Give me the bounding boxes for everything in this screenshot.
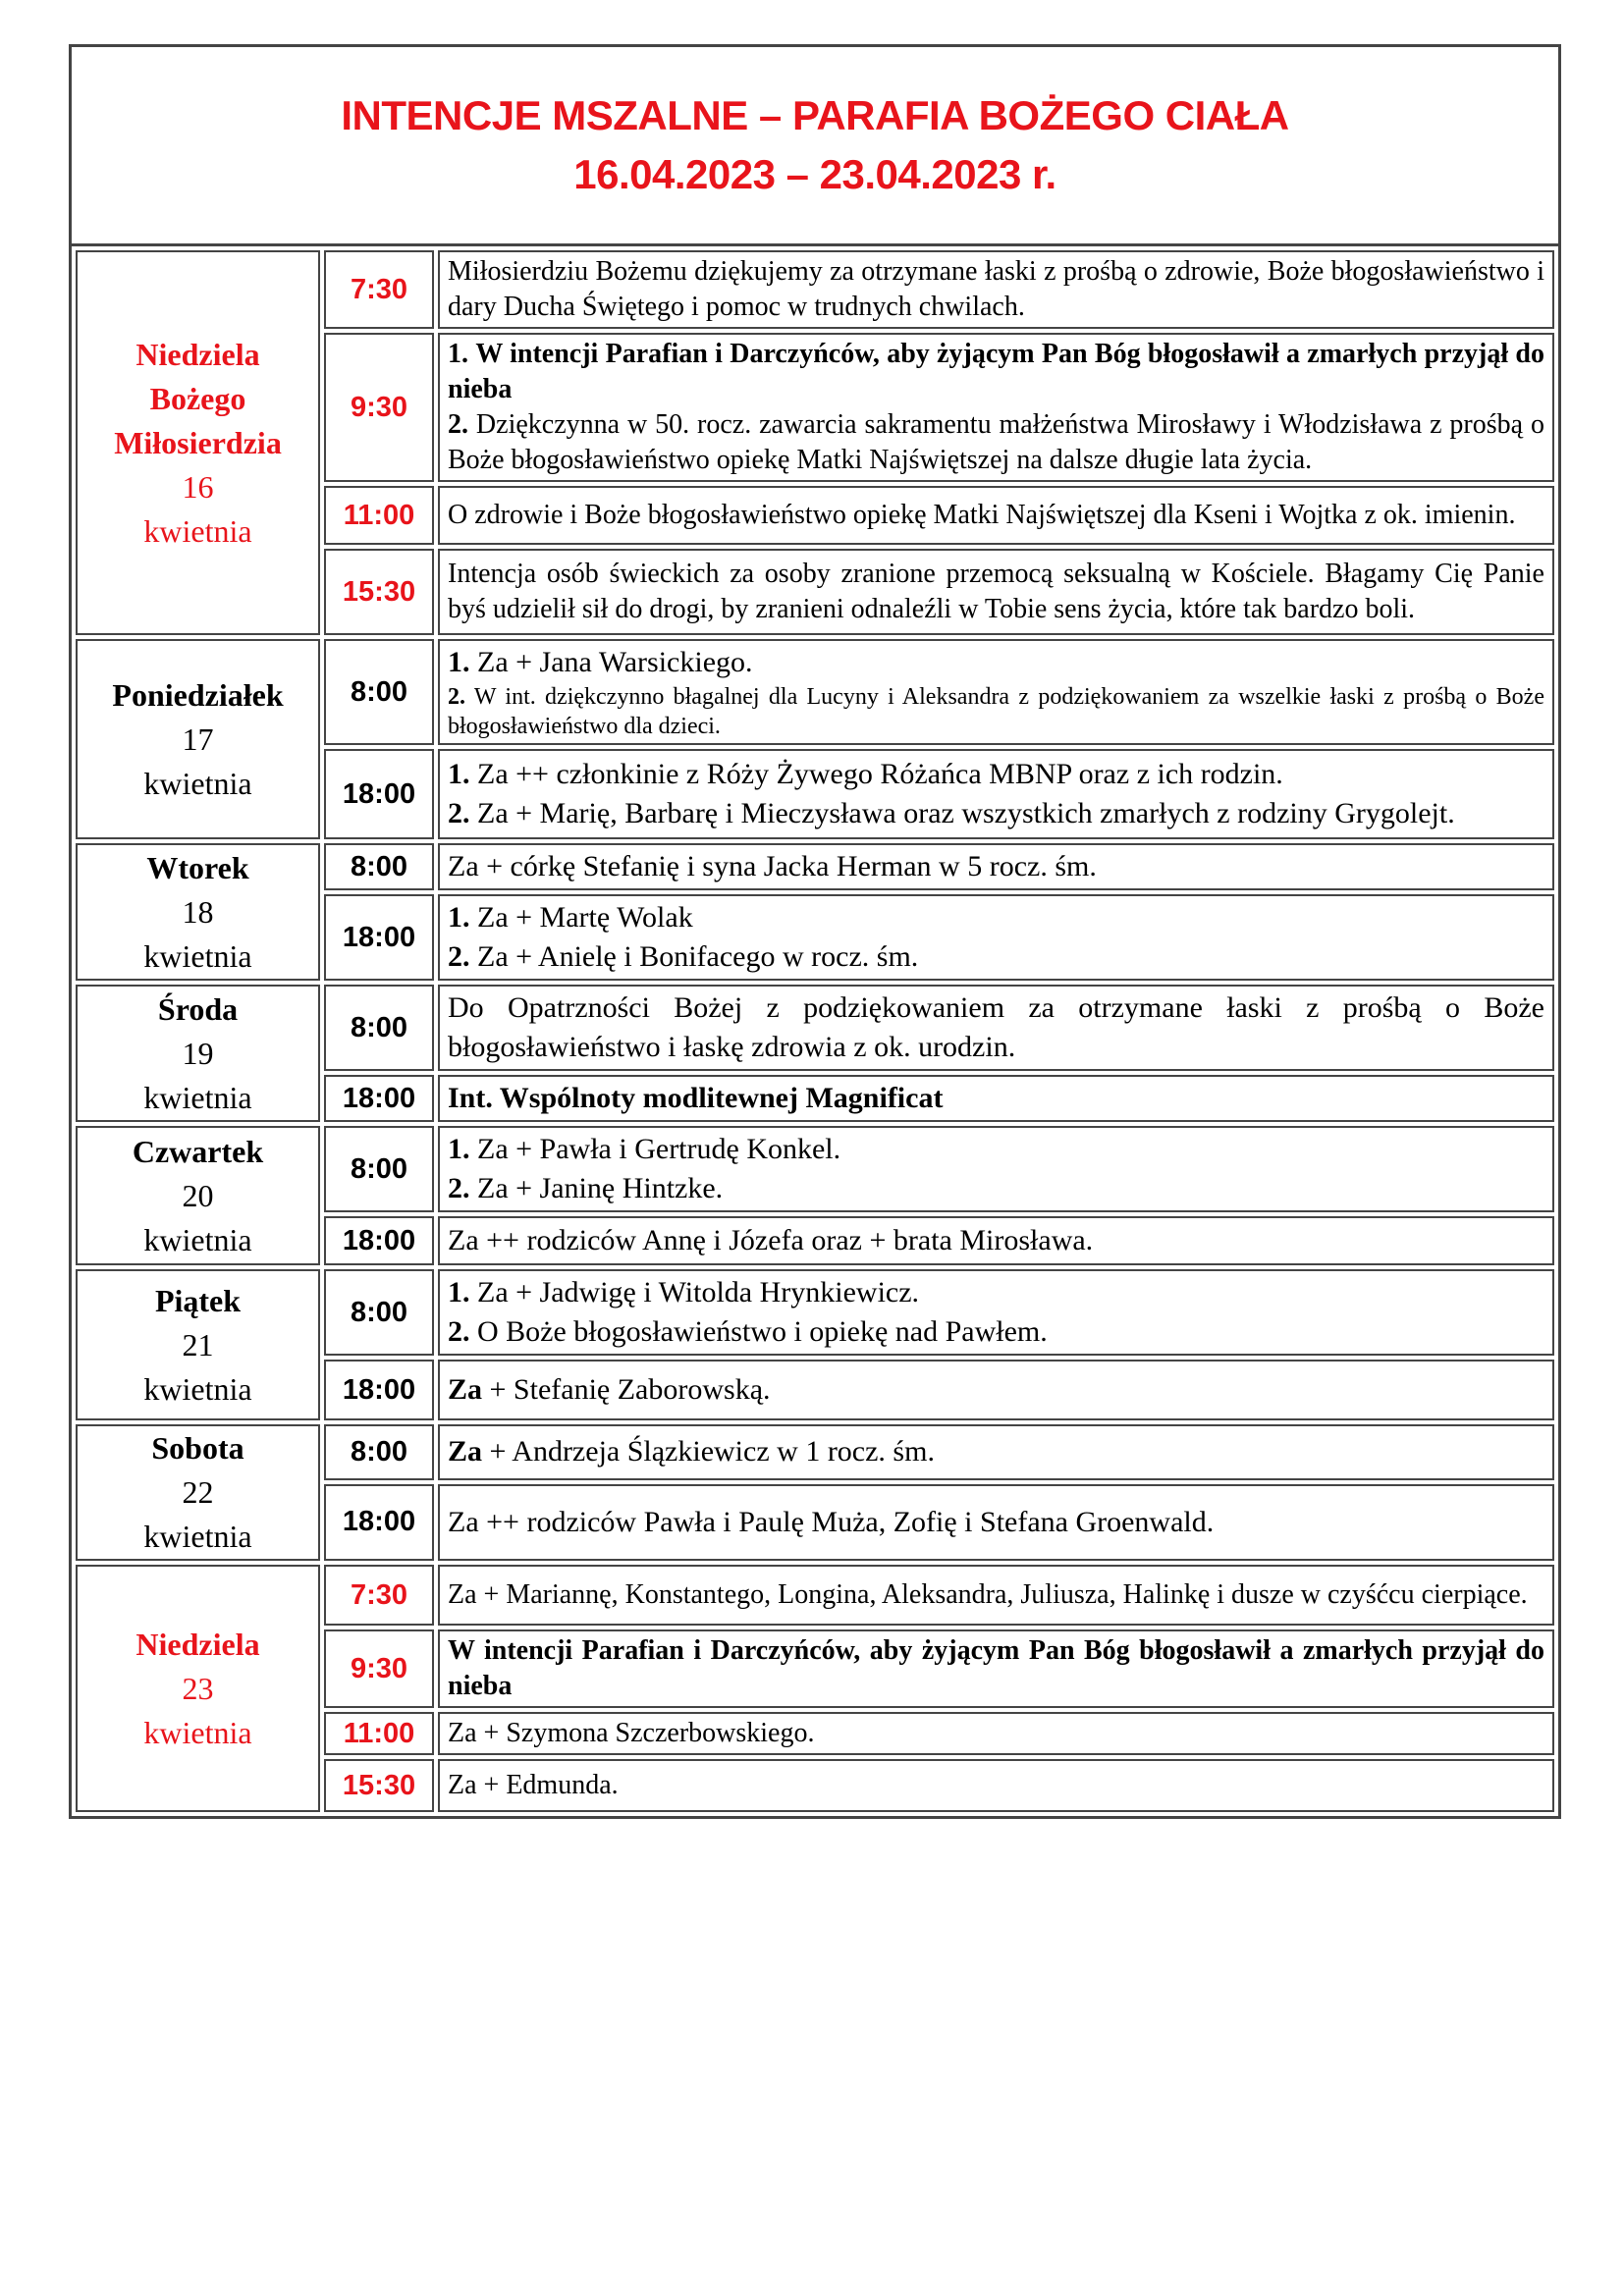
intention bbox=[448, 988, 1544, 1067]
intention-text: Za + Edmunda. bbox=[448, 1770, 619, 1800]
day-name: Czwartek bbox=[132, 1133, 264, 1169]
mass-time: 18:00 bbox=[324, 1075, 434, 1122]
day-month: kwietnia bbox=[143, 765, 252, 801]
intention bbox=[448, 847, 1544, 886]
mass-intentions bbox=[438, 1565, 1554, 1626]
intention-number: 2. bbox=[448, 1172, 470, 1204]
mass-time: 11:00 bbox=[324, 486, 434, 545]
intention-text: Za ++ rodziców Pawła i Paulę Muża, Zofię i Stefana Groenwald. bbox=[448, 1505, 1215, 1538]
intention bbox=[448, 1633, 1544, 1704]
mass-intentions bbox=[438, 1759, 1554, 1812]
intention bbox=[448, 407, 1544, 478]
mass-intentions bbox=[438, 1075, 1554, 1122]
intention-text: Za ++ rodziców Annę i Józefa oraz + brata Mirosława. bbox=[448, 1224, 1094, 1256]
day-month: kwietnia bbox=[143, 937, 252, 974]
day-name: Środa bbox=[157, 990, 239, 1027]
intention-text: Za ++ członkinie z Róży Żywego Różańca MBNP oraz z ich rodzin. bbox=[477, 758, 1283, 790]
intention-text: + Andrzeja Ślązkiewicz w 1 rocz. śm. bbox=[489, 1435, 935, 1468]
date-range: 16.04.2023 – 23.04.2023 r. bbox=[573, 151, 1056, 197]
intention-text: Za + Jadwigę i Witolda Hrynkiewicz. bbox=[477, 1276, 920, 1308]
mass-time: 8:00 bbox=[324, 985, 434, 1071]
mass-intentions bbox=[438, 985, 1554, 1071]
intention bbox=[448, 557, 1544, 627]
mass-time: 11:00 bbox=[324, 1712, 434, 1755]
intention bbox=[448, 794, 1544, 833]
header bbox=[72, 47, 1558, 246]
day-number: 16 bbox=[182, 468, 214, 505]
intention-text: W intencji Parafian i Darczyńców, aby żyjącym Pan Bóg błogosławił a zmarłych przyjął do nieba bbox=[448, 339, 1544, 404]
intention bbox=[448, 1432, 1544, 1471]
intention-text: W int. dziękczynno błagalnej dla Lucyny i Aleksandra z podziękowaniem za wszelkie łaski z prośbą o Boże błogosławieństwo dla dzieci. bbox=[448, 684, 1544, 739]
day-cell bbox=[76, 985, 320, 1122]
day-cell bbox=[76, 639, 320, 839]
intention bbox=[448, 755, 1544, 794]
intention-number: 2. bbox=[448, 1315, 470, 1348]
intention bbox=[448, 254, 1544, 325]
day-number: 17 bbox=[182, 721, 214, 757]
day-month: kwietnia bbox=[143, 1221, 252, 1257]
day-number: 20 bbox=[182, 1177, 214, 1213]
day-cell bbox=[76, 1269, 320, 1420]
day-month: kwietnia bbox=[143, 1714, 252, 1750]
mass-time: 18:00 bbox=[324, 894, 434, 981]
mass-intentions bbox=[438, 1269, 1554, 1356]
intention-number: 1. bbox=[448, 901, 470, 934]
mass-time: 8:00 bbox=[324, 843, 434, 890]
intention bbox=[448, 1370, 1544, 1410]
day-name: Poniedziałek bbox=[112, 676, 284, 713]
mass-time: 8:00 bbox=[324, 639, 434, 745]
intention-text: O zdrowie i Boże błogosławieństwo opiekę Matki Najświętszej dla Kseni i Wojtka z ok. imienin. bbox=[448, 500, 1516, 530]
mass-intentions bbox=[438, 1126, 1554, 1212]
intention bbox=[448, 898, 1544, 937]
mass-row bbox=[76, 1126, 1554, 1212]
mass-intentions bbox=[438, 1484, 1554, 1561]
intention-text: Do Opatrzności Bożej z podziękowaniem za otrzymane łaski z prośbą o Boże błogosławieństwo i łaskę zdrowia z ok. urodzin. bbox=[448, 991, 1544, 1063]
intention bbox=[448, 1221, 1544, 1260]
day-cell bbox=[76, 250, 320, 635]
day-month: kwietnia bbox=[143, 1370, 252, 1407]
intention bbox=[448, 1130, 1544, 1169]
intention bbox=[448, 1577, 1544, 1613]
day-month: kwietnia bbox=[143, 1519, 252, 1554]
day-name: Sobota bbox=[151, 1430, 244, 1466]
intention bbox=[448, 682, 1544, 741]
intention-text: Miłosierdziu Bożemu dziękujemy za otrzymane łaski z prośbą o zdrowie, Boże błogosławieństwo i dary Ducha Świętego i pomoc w trudnych chwilach. bbox=[448, 256, 1544, 322]
intention bbox=[448, 1273, 1544, 1312]
intention bbox=[448, 498, 1544, 533]
mass-time: 18:00 bbox=[324, 1360, 434, 1420]
mass-row bbox=[76, 1269, 1554, 1356]
mass-time: 15:30 bbox=[324, 1759, 434, 1812]
intention-text: + Stefanię Zaborowską. bbox=[489, 1373, 771, 1406]
day-month: kwietnia bbox=[143, 512, 252, 549]
page-title: INTENCJE MSZALNE – PARAFIA BOŻEGO CIAŁA bbox=[341, 92, 1289, 138]
day-cell bbox=[76, 1424, 320, 1561]
mass-intentions bbox=[438, 549, 1554, 635]
intention-text: Dziękczynna w 50. rocz. zawarcia sakramentu małżeństwa Mirosławy i Włodzisława z prośbą o Boże błogosławieństwo opiekę Matki Najświętszej na dalsze długie lata życia. bbox=[448, 409, 1544, 475]
mass-time: 18:00 bbox=[324, 1216, 434, 1265]
intention-text: Za + Jana Warsickiego. bbox=[477, 646, 753, 678]
intention bbox=[448, 937, 1544, 977]
intention-number: 1. bbox=[448, 758, 470, 790]
mass-row bbox=[76, 985, 1554, 1071]
mass-intentions bbox=[438, 1629, 1554, 1708]
intention-text: Intencja osób świeckich za osoby zranione przemocą seksualną w Kościele. Błagamy Cię Panie byś udzielił sił do drogi, by zranieni odnaleźli w Tobie sens życia, które tak bardzo boli. bbox=[448, 559, 1544, 624]
intention bbox=[448, 1079, 1544, 1118]
day-cell bbox=[76, 843, 320, 981]
day-name: Bożego bbox=[149, 380, 246, 416]
mass-row bbox=[76, 843, 1554, 890]
intention-text: Za + Mariannę, Konstantego, Longina, Aleksandra, Juliusza, Halinkę i dusze w czyśćcu cierpiące. bbox=[448, 1579, 1528, 1610]
intention bbox=[448, 643, 1544, 682]
intention bbox=[448, 1503, 1544, 1542]
day-name: Miłosierdzia bbox=[114, 424, 282, 460]
intention-text: Za + Szymona Szczerbowskiego. bbox=[448, 1718, 815, 1748]
intention bbox=[448, 1716, 1544, 1751]
day-name: Niedziela bbox=[135, 336, 260, 372]
day-month: kwietnia bbox=[143, 1079, 252, 1115]
day-number: 21 bbox=[182, 1326, 214, 1362]
mass-intentions bbox=[438, 894, 1554, 981]
intention-text: Za + Janinę Hintzke. bbox=[477, 1172, 724, 1204]
day-cell bbox=[76, 1565, 320, 1812]
mass-intentions bbox=[438, 333, 1554, 482]
mass-intentions bbox=[438, 749, 1554, 839]
intention-text: Za + Anielę i Bonifacego w rocz. śm. bbox=[477, 940, 919, 973]
day-number: 18 bbox=[182, 893, 214, 930]
day-cell bbox=[76, 1126, 320, 1265]
mass-intentions bbox=[438, 1216, 1554, 1265]
mass-time: 9:30 bbox=[324, 333, 434, 482]
mass-row bbox=[76, 1565, 1554, 1626]
mass-row bbox=[76, 639, 1554, 745]
intentions-sheet bbox=[69, 44, 1561, 1819]
intention-number: Za bbox=[448, 1373, 483, 1406]
mass-time: 7:30 bbox=[324, 1565, 434, 1626]
day-number: 19 bbox=[182, 1035, 214, 1071]
mass-time: 9:30 bbox=[324, 1629, 434, 1708]
mass-time: 7:30 bbox=[324, 250, 434, 329]
intention-text: Za + Martę Wolak bbox=[477, 901, 693, 934]
mass-row bbox=[76, 1424, 1554, 1480]
intentions-table bbox=[72, 246, 1558, 1816]
mass-intentions bbox=[438, 1712, 1554, 1755]
intention-number: 2. bbox=[448, 409, 468, 440]
intention-number: 1. bbox=[448, 1133, 470, 1165]
intention bbox=[448, 1312, 1544, 1352]
intention-number: Za bbox=[448, 1435, 483, 1468]
mass-intentions bbox=[438, 1360, 1554, 1420]
intention bbox=[448, 1169, 1544, 1208]
mass-intentions bbox=[438, 250, 1554, 329]
mass-time: 8:00 bbox=[324, 1126, 434, 1212]
mass-time: 18:00 bbox=[324, 749, 434, 839]
intention-text: Int. Wspólnoty modlitewnej Magnificat bbox=[448, 1082, 944, 1114]
mass-intentions bbox=[438, 1424, 1554, 1480]
intention-number: 1. bbox=[448, 339, 468, 369]
intention-number: 2. bbox=[448, 684, 465, 710]
intention bbox=[448, 1768, 1544, 1803]
day-name: Niedziela bbox=[135, 1626, 260, 1662]
day-number: 22 bbox=[182, 1474, 214, 1510]
intention-text: Za + Pawła i Gertrudę Konkel. bbox=[477, 1133, 841, 1165]
mass-intentions bbox=[438, 843, 1554, 890]
mass-intentions bbox=[438, 639, 1554, 745]
intention-number: 1. bbox=[448, 1276, 470, 1308]
intention-text: W intencji Parafian i Darczyńców, aby żyjącym Pan Bóg błogosławił a zmarłych przyjął do nieba bbox=[448, 1635, 1544, 1701]
intention bbox=[448, 337, 1544, 407]
mass-row bbox=[76, 250, 1554, 329]
mass-intentions bbox=[438, 486, 1554, 545]
mass-time: 8:00 bbox=[324, 1424, 434, 1480]
day-name: Wtorek bbox=[146, 849, 249, 885]
mass-time: 18:00 bbox=[324, 1484, 434, 1561]
day-name: Piątek bbox=[154, 1282, 242, 1318]
intention-number: 2. bbox=[448, 940, 470, 973]
intention-number: 1. bbox=[448, 646, 470, 678]
mass-time: 15:30 bbox=[324, 549, 434, 635]
mass-time: 8:00 bbox=[324, 1269, 434, 1356]
day-number: 23 bbox=[182, 1670, 214, 1706]
intention-text: O Boże błogosławieństwo i opiekę nad Pawłem. bbox=[477, 1315, 1048, 1348]
intention-text: Za + Marię, Barbarę i Mieczysława oraz wszystkich zmarłych z rodziny Grygolejt. bbox=[477, 797, 1455, 829]
intention-text: Za + córkę Stefanię i syna Jacka Herman w 5 rocz. śm. bbox=[448, 850, 1097, 882]
intention-number: 2. bbox=[448, 797, 470, 829]
